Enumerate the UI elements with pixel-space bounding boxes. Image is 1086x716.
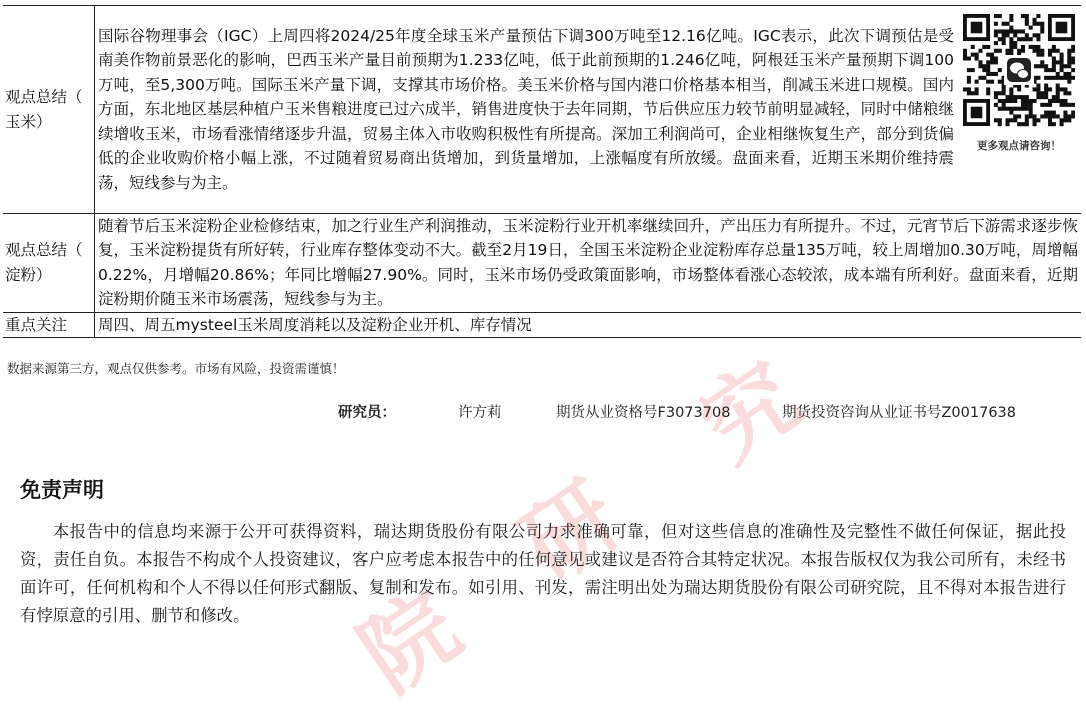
source-note: 数据来源第三方，观点仅供参考。市场有风险，投资需谨慎！ — [7, 361, 345, 376]
qr-module — [1013, 41, 1017, 45]
qr-module — [963, 53, 967, 57]
qr-module — [994, 103, 998, 107]
qr-module — [1029, 37, 1033, 41]
qr-module — [1005, 122, 1009, 126]
qr-module — [998, 80, 1002, 84]
qr-module — [978, 60, 982, 64]
qr-module — [1002, 87, 1006, 91]
qr-module — [1044, 76, 1048, 80]
qr-module — [1025, 114, 1029, 118]
qr-module — [1002, 37, 1006, 41]
qr-module — [1056, 60, 1060, 64]
qr-module — [967, 76, 971, 80]
qr-module — [1025, 18, 1029, 22]
focus-text: 周四、周五mysteel玉米周度消耗以及淀粉企业开机、库存情况 — [95, 312, 1082, 337]
qr-module — [1040, 22, 1044, 26]
qr-module — [1048, 53, 1052, 57]
qr-module — [1017, 114, 1021, 118]
qr-module — [971, 91, 975, 95]
qr-module — [998, 107, 1002, 111]
qr-module — [1044, 68, 1048, 72]
qr-module — [971, 45, 975, 49]
qr-module — [1036, 49, 1040, 53]
qr-module — [1056, 99, 1060, 103]
qr-module — [1044, 95, 1048, 99]
watermark-char: 究 — [682, 342, 819, 483]
qr-module — [1009, 37, 1013, 41]
qr-module — [982, 64, 986, 68]
qr-module — [1013, 95, 1017, 99]
qr-module — [1002, 29, 1006, 33]
qr-module — [1040, 114, 1044, 118]
qr-module — [1005, 95, 1009, 99]
qr-module — [1063, 111, 1067, 115]
qr-module — [1036, 118, 1040, 122]
qr-module — [1040, 64, 1044, 68]
qr-module — [1029, 99, 1033, 103]
qr-module — [1002, 41, 1006, 45]
qr-module — [1009, 107, 1013, 111]
qr-module — [1056, 114, 1060, 118]
qr-module — [1071, 68, 1075, 72]
qr-module — [994, 118, 998, 122]
qr-module — [975, 91, 979, 95]
qr-module — [1025, 14, 1029, 18]
qr-module — [1044, 91, 1048, 95]
qr-module — [1021, 37, 1025, 41]
qr-module — [1017, 87, 1021, 91]
qr-module — [1052, 45, 1056, 49]
qr-finder — [1056, 22, 1068, 34]
qr-module — [1052, 60, 1056, 64]
qr-module — [994, 14, 998, 18]
qr-module — [1017, 29, 1021, 33]
qr-module — [1044, 64, 1048, 68]
qr-module — [1025, 22, 1029, 26]
qr-module — [963, 56, 967, 60]
qr-module — [1056, 91, 1060, 95]
qr-module — [1048, 99, 1052, 103]
qr-module — [1025, 95, 1029, 99]
qr-module — [1044, 114, 1048, 118]
table-row — [3, 6, 1081, 214]
qr-module — [1063, 118, 1067, 122]
qr-module — [1052, 99, 1056, 103]
qr-module — [1033, 118, 1037, 122]
qr-module — [963, 49, 967, 53]
qr-module — [1009, 26, 1013, 30]
qr-module — [967, 68, 971, 72]
qr-module — [986, 87, 990, 91]
qr-module — [1067, 103, 1071, 107]
qr-module — [1005, 118, 1009, 122]
qr-module — [975, 87, 979, 91]
qr-module — [1067, 49, 1071, 53]
qr-module — [1067, 60, 1071, 64]
qr-module — [986, 68, 990, 72]
qr-module — [967, 91, 971, 95]
researcher-name: 许方莉 — [458, 405, 502, 421]
qr-module — [963, 87, 967, 91]
qr-module — [1029, 103, 1033, 107]
qr-module — [1052, 49, 1056, 53]
qr-module — [1033, 18, 1037, 22]
qr-module — [1040, 53, 1044, 57]
qr-module — [1025, 107, 1029, 111]
qr-module — [982, 45, 986, 49]
qr-module — [1013, 107, 1017, 111]
qr-module — [1036, 14, 1040, 18]
qr-module — [986, 80, 990, 84]
qr-module — [1060, 118, 1064, 122]
qr-module — [982, 76, 986, 80]
qr-module — [978, 64, 982, 68]
qr-module — [1021, 45, 1025, 49]
qr-module — [978, 76, 982, 80]
qr-module — [1036, 45, 1040, 49]
qr-module — [1060, 76, 1064, 80]
qr-module — [994, 29, 998, 33]
consulting-number: 期货投资咨询从业证书号Z0017638 — [782, 405, 1017, 421]
qr-module — [994, 33, 998, 37]
qr-module — [998, 37, 1002, 41]
qr-module — [1017, 37, 1021, 41]
qr-module — [1036, 76, 1040, 80]
qr-module — [1067, 53, 1071, 57]
qr-module — [1060, 64, 1064, 68]
qr-module — [1063, 91, 1067, 95]
qr-module — [998, 49, 1002, 53]
qr-module — [1052, 76, 1056, 80]
qr-module — [1002, 99, 1006, 103]
qr-module — [1033, 22, 1037, 26]
qr-module — [1040, 29, 1044, 33]
qr-module — [1009, 118, 1013, 122]
qr-module — [1048, 111, 1052, 115]
row-label-focus: 重点关注 — [3, 312, 95, 337]
qr-module — [978, 49, 982, 53]
qr-module — [1056, 76, 1060, 80]
qr-module — [994, 91, 998, 95]
qr-module — [986, 53, 990, 57]
qr-module — [1009, 99, 1013, 103]
qr-module — [1036, 22, 1040, 26]
qr-module — [971, 53, 975, 57]
qr-module — [1056, 49, 1060, 53]
qr-module — [1021, 99, 1025, 103]
qr-module — [1002, 103, 1006, 107]
qr-module — [1005, 33, 1009, 37]
qr-module — [994, 56, 998, 60]
qr-module — [1009, 111, 1013, 115]
qr-module — [1033, 87, 1037, 91]
qr-module — [1071, 49, 1075, 53]
qr-module — [1063, 64, 1067, 68]
qr-module — [1025, 122, 1029, 126]
qr-code-graphic — [963, 12, 1075, 128]
qr-module — [1040, 49, 1044, 53]
qr-module — [1071, 60, 1075, 64]
starch-summary-text: 随着节后玉米淀粉企业检修结束，加之行业生产利润推动，玉米淀粉行业开机率继续回升，产出压力有所提升。不过，元宵节后下游需求逐步恢复，玉米淀粉提货有所好转，行业库存整体变动不大。截至2月19日，全国玉米淀粉企业淀粉库存总量135万吨，较上周增加0.30万吨，周增幅0.22%，月增幅20.86%；年同比增幅27.90%。同时，玉米市场仍受政策面影响，市场整体看涨心态较浓，成本端有所利好。盘面来看，近期淀粉期价随玉米市场震荡，短线参与为主。 — [95, 214, 1082, 313]
qr-module — [998, 118, 1002, 122]
qr-module — [998, 91, 1002, 95]
qr-module — [1067, 114, 1071, 118]
qr-module — [1048, 114, 1052, 118]
qr-module — [998, 122, 1002, 126]
qr-module — [1067, 72, 1071, 76]
qr-module — [971, 68, 975, 72]
qr-module — [986, 60, 990, 64]
qr-module — [1025, 37, 1029, 41]
qr-module — [1002, 107, 1006, 111]
qr-module — [1067, 80, 1071, 84]
qr-module — [994, 60, 998, 64]
qr-module — [1071, 103, 1075, 107]
qr-module — [994, 95, 998, 99]
qr-module — [986, 91, 990, 95]
qr-module — [1044, 111, 1048, 115]
qr-module — [990, 80, 994, 84]
qr-module — [1060, 68, 1064, 72]
qr-module — [1021, 95, 1025, 99]
qr-module — [1044, 103, 1048, 107]
qr-module — [1036, 33, 1040, 37]
qr-module — [1040, 91, 1044, 95]
qr-module — [1052, 95, 1056, 99]
qr-module — [1060, 53, 1064, 57]
qr-module — [1067, 118, 1071, 122]
disclaimer-text: 本报告中的信息均来源于公开可获得资料，瑞达期货股份有限公司力求准确可靠，但对这些信息的准确性及完整性不做任何保证，据此投资，责任自负。本报告不构成个人投资建议，客户应考虑本报告中的任何意见或建议是否符合其特定状况。本报告版权仅为我公司所有，未经书面许可，任何机构和个人不得以任何形式翻版、复制和发布。如引用、刊发，需注明出处为瑞达期货股份有限公司研究院，且不得对本报告进行有悖原意的引用、删节和修改。 — [20, 522, 1066, 625]
opinion-table — [3, 5, 1081, 338]
table-row — [3, 214, 1081, 313]
watermark-char: 研 — [502, 462, 639, 603]
qr-module — [1067, 91, 1071, 95]
qr-module — [1033, 99, 1037, 103]
qr-module — [1036, 95, 1040, 99]
qr-module — [1052, 56, 1056, 60]
qr-module — [1005, 107, 1009, 111]
qr-module — [994, 41, 998, 45]
qr-module — [990, 56, 994, 60]
qr-module — [1036, 87, 1040, 91]
qr-module — [1009, 29, 1013, 33]
row-label-starch: 观点总结（ 淀粉） — [3, 214, 95, 313]
qr-module — [1052, 114, 1056, 118]
qr-module — [1036, 37, 1040, 41]
qr-module — [1009, 45, 1013, 49]
qr-module — [1013, 99, 1017, 103]
qr-module — [990, 60, 994, 64]
qr-module — [1009, 41, 1013, 45]
qr-module — [1009, 87, 1013, 91]
qr-module — [1056, 84, 1060, 88]
qr-module — [1040, 60, 1044, 64]
qr-module — [1052, 64, 1056, 68]
qr-module — [1013, 118, 1017, 122]
qr-module — [994, 49, 998, 53]
qr-module — [1033, 49, 1037, 53]
qr-module — [1013, 114, 1017, 118]
qr-module — [1029, 107, 1033, 111]
qr-module — [1048, 118, 1052, 122]
qr-module — [1063, 99, 1067, 103]
qr-module — [1005, 29, 1009, 33]
qr-module — [1025, 99, 1029, 103]
qr-module — [1013, 33, 1017, 37]
qr-module — [1067, 64, 1071, 68]
qr-module — [1029, 45, 1033, 49]
qr-module — [1013, 29, 1017, 33]
qr-module — [1071, 111, 1075, 115]
qr-module — [1040, 26, 1044, 30]
qr-module — [1048, 103, 1052, 107]
watermark-char: 院 — [342, 572, 479, 713]
qr-module — [1025, 118, 1029, 122]
qr-module — [982, 68, 986, 72]
qr-module — [1048, 76, 1052, 80]
qr-module — [1063, 72, 1067, 76]
qr-module — [1048, 122, 1052, 126]
qr-module — [1017, 122, 1021, 126]
qr-module — [1021, 49, 1025, 53]
qr-module — [1048, 87, 1052, 91]
qr-module — [1002, 33, 1006, 37]
qr-module — [1063, 103, 1067, 107]
qr-module — [1060, 99, 1064, 103]
qr-module — [1044, 84, 1048, 88]
qr-module — [998, 68, 1002, 72]
qr-module — [1005, 49, 1009, 53]
qr-module — [1036, 91, 1040, 95]
disclaimer-title: 免责声明 — [20, 478, 104, 502]
qr-module — [967, 80, 971, 84]
qr-module — [1063, 114, 1067, 118]
corn-summary-text: 国际谷物理事会（IGC）上周四将2024/25年度全球玉米产量预估下调300万吨至12.16亿吨。IGC表示，此次下调预估是受南美作物前景恶化的影响，巴西玉米产量目前预期为1.233亿吨，低于此前预期的1.246亿吨，阿根廷玉米产量预期下调100万吨，至5,300万吨。国际玉米产量下调，支撑其市场价格。美玉米价格与国内港口价格基本相当，削减玉米进口规模。国内方面，东北地区基层种植户玉米售粮进度已过六成半，销售进度快于去年同期，节后供应压力较节前明显减轻，同时中储粮继续增收玉米，市场看涨情绪逐步升温，贸易主体入市收购积极性有所提高。深加工利润尚可，企业相继恢复生产，部分到货偏低的企业收购价格小幅上涨，不过随着贸易商出货增加，到货量增加，上涨幅度有所放缓。盘面来看，近期玉米期价维持震荡，短线参与为主。 — [95, 6, 958, 214]
qr-module — [1021, 122, 1025, 126]
qr-module — [1036, 84, 1040, 88]
qr-module — [1048, 68, 1052, 72]
qr-module — [1005, 22, 1009, 26]
qr-module — [1060, 60, 1064, 64]
qr-module — [1056, 87, 1060, 91]
researcher-label: 研究员： — [338, 405, 396, 421]
qr-module — [1048, 49, 1052, 53]
qr-module — [994, 22, 998, 26]
qr-module — [1040, 103, 1044, 107]
qr-module — [998, 14, 1002, 18]
qr-code — [963, 12, 1075, 128]
qr-module — [1052, 111, 1056, 115]
qr-module — [1056, 72, 1060, 76]
qr-module — [1029, 26, 1033, 30]
qr-module — [998, 29, 1002, 33]
table-row — [3, 312, 1081, 337]
qr-module — [1033, 33, 1037, 37]
qr-module — [998, 99, 1002, 103]
qr-module — [1025, 103, 1029, 107]
qr-module — [1029, 114, 1033, 118]
qr-module — [990, 72, 994, 76]
qr-module — [1071, 114, 1075, 118]
qr-caption: 更多观点请咨询！ — [977, 140, 1061, 152]
qualification-number: 期货从业资格号F3073708 — [556, 405, 731, 421]
qr-module — [975, 80, 979, 84]
qr-module — [1033, 45, 1037, 49]
qr-module — [1036, 64, 1040, 68]
row-label-corn: 观点总结（ 玉米） — [3, 6, 95, 214]
qr-module — [1044, 87, 1048, 91]
qr-module — [1009, 18, 1013, 22]
qr-module — [1009, 14, 1013, 18]
qr-cell — [957, 6, 1081, 214]
qr-module — [1063, 76, 1067, 80]
qr-module — [1063, 87, 1067, 91]
qr-module — [1009, 49, 1013, 53]
qr-module — [1060, 122, 1064, 126]
qr-module — [1025, 33, 1029, 37]
qr-module — [1021, 14, 1025, 18]
qr-module — [1002, 91, 1006, 95]
qr-module — [986, 72, 990, 76]
qr-module — [1036, 53, 1040, 57]
wechat-bubble — [1018, 70, 1029, 79]
qr-module — [1009, 91, 1013, 95]
qr-module — [1017, 95, 1021, 99]
qr-module — [1067, 56, 1071, 60]
qr-module — [1060, 103, 1064, 107]
qr-module — [1017, 49, 1021, 53]
qr-module — [1040, 95, 1044, 99]
qr-module — [1071, 45, 1075, 49]
qr-module — [1033, 122, 1037, 126]
qr-module — [1013, 45, 1017, 49]
qr-module — [1060, 56, 1064, 60]
qr-module — [1056, 95, 1060, 99]
qr-module — [1005, 99, 1009, 103]
qr-module — [1021, 29, 1025, 33]
qr-module — [990, 53, 994, 57]
qr-module — [1071, 56, 1075, 60]
qr-module — [994, 72, 998, 76]
qr-module — [1067, 76, 1071, 80]
qr-module — [1060, 87, 1064, 91]
qr-module — [975, 53, 979, 57]
qr-module — [1052, 122, 1056, 126]
qr-module — [1071, 76, 1075, 80]
qr-module — [1033, 114, 1037, 118]
qr-module — [986, 45, 990, 49]
researcher-line — [338, 401, 1016, 422]
qr-module — [986, 64, 990, 68]
qr-module — [1017, 107, 1021, 111]
qr-module — [967, 56, 971, 60]
qr-module — [1029, 111, 1033, 115]
qr-module — [1009, 95, 1013, 99]
qr-finder — [971, 107, 983, 119]
qr-module — [1021, 103, 1025, 107]
qr-finder — [971, 22, 983, 34]
qr-module — [1021, 107, 1025, 111]
qr-module — [967, 87, 971, 91]
qr-module — [1052, 68, 1056, 72]
qr-module — [975, 56, 979, 60]
qr-module — [1002, 22, 1006, 26]
